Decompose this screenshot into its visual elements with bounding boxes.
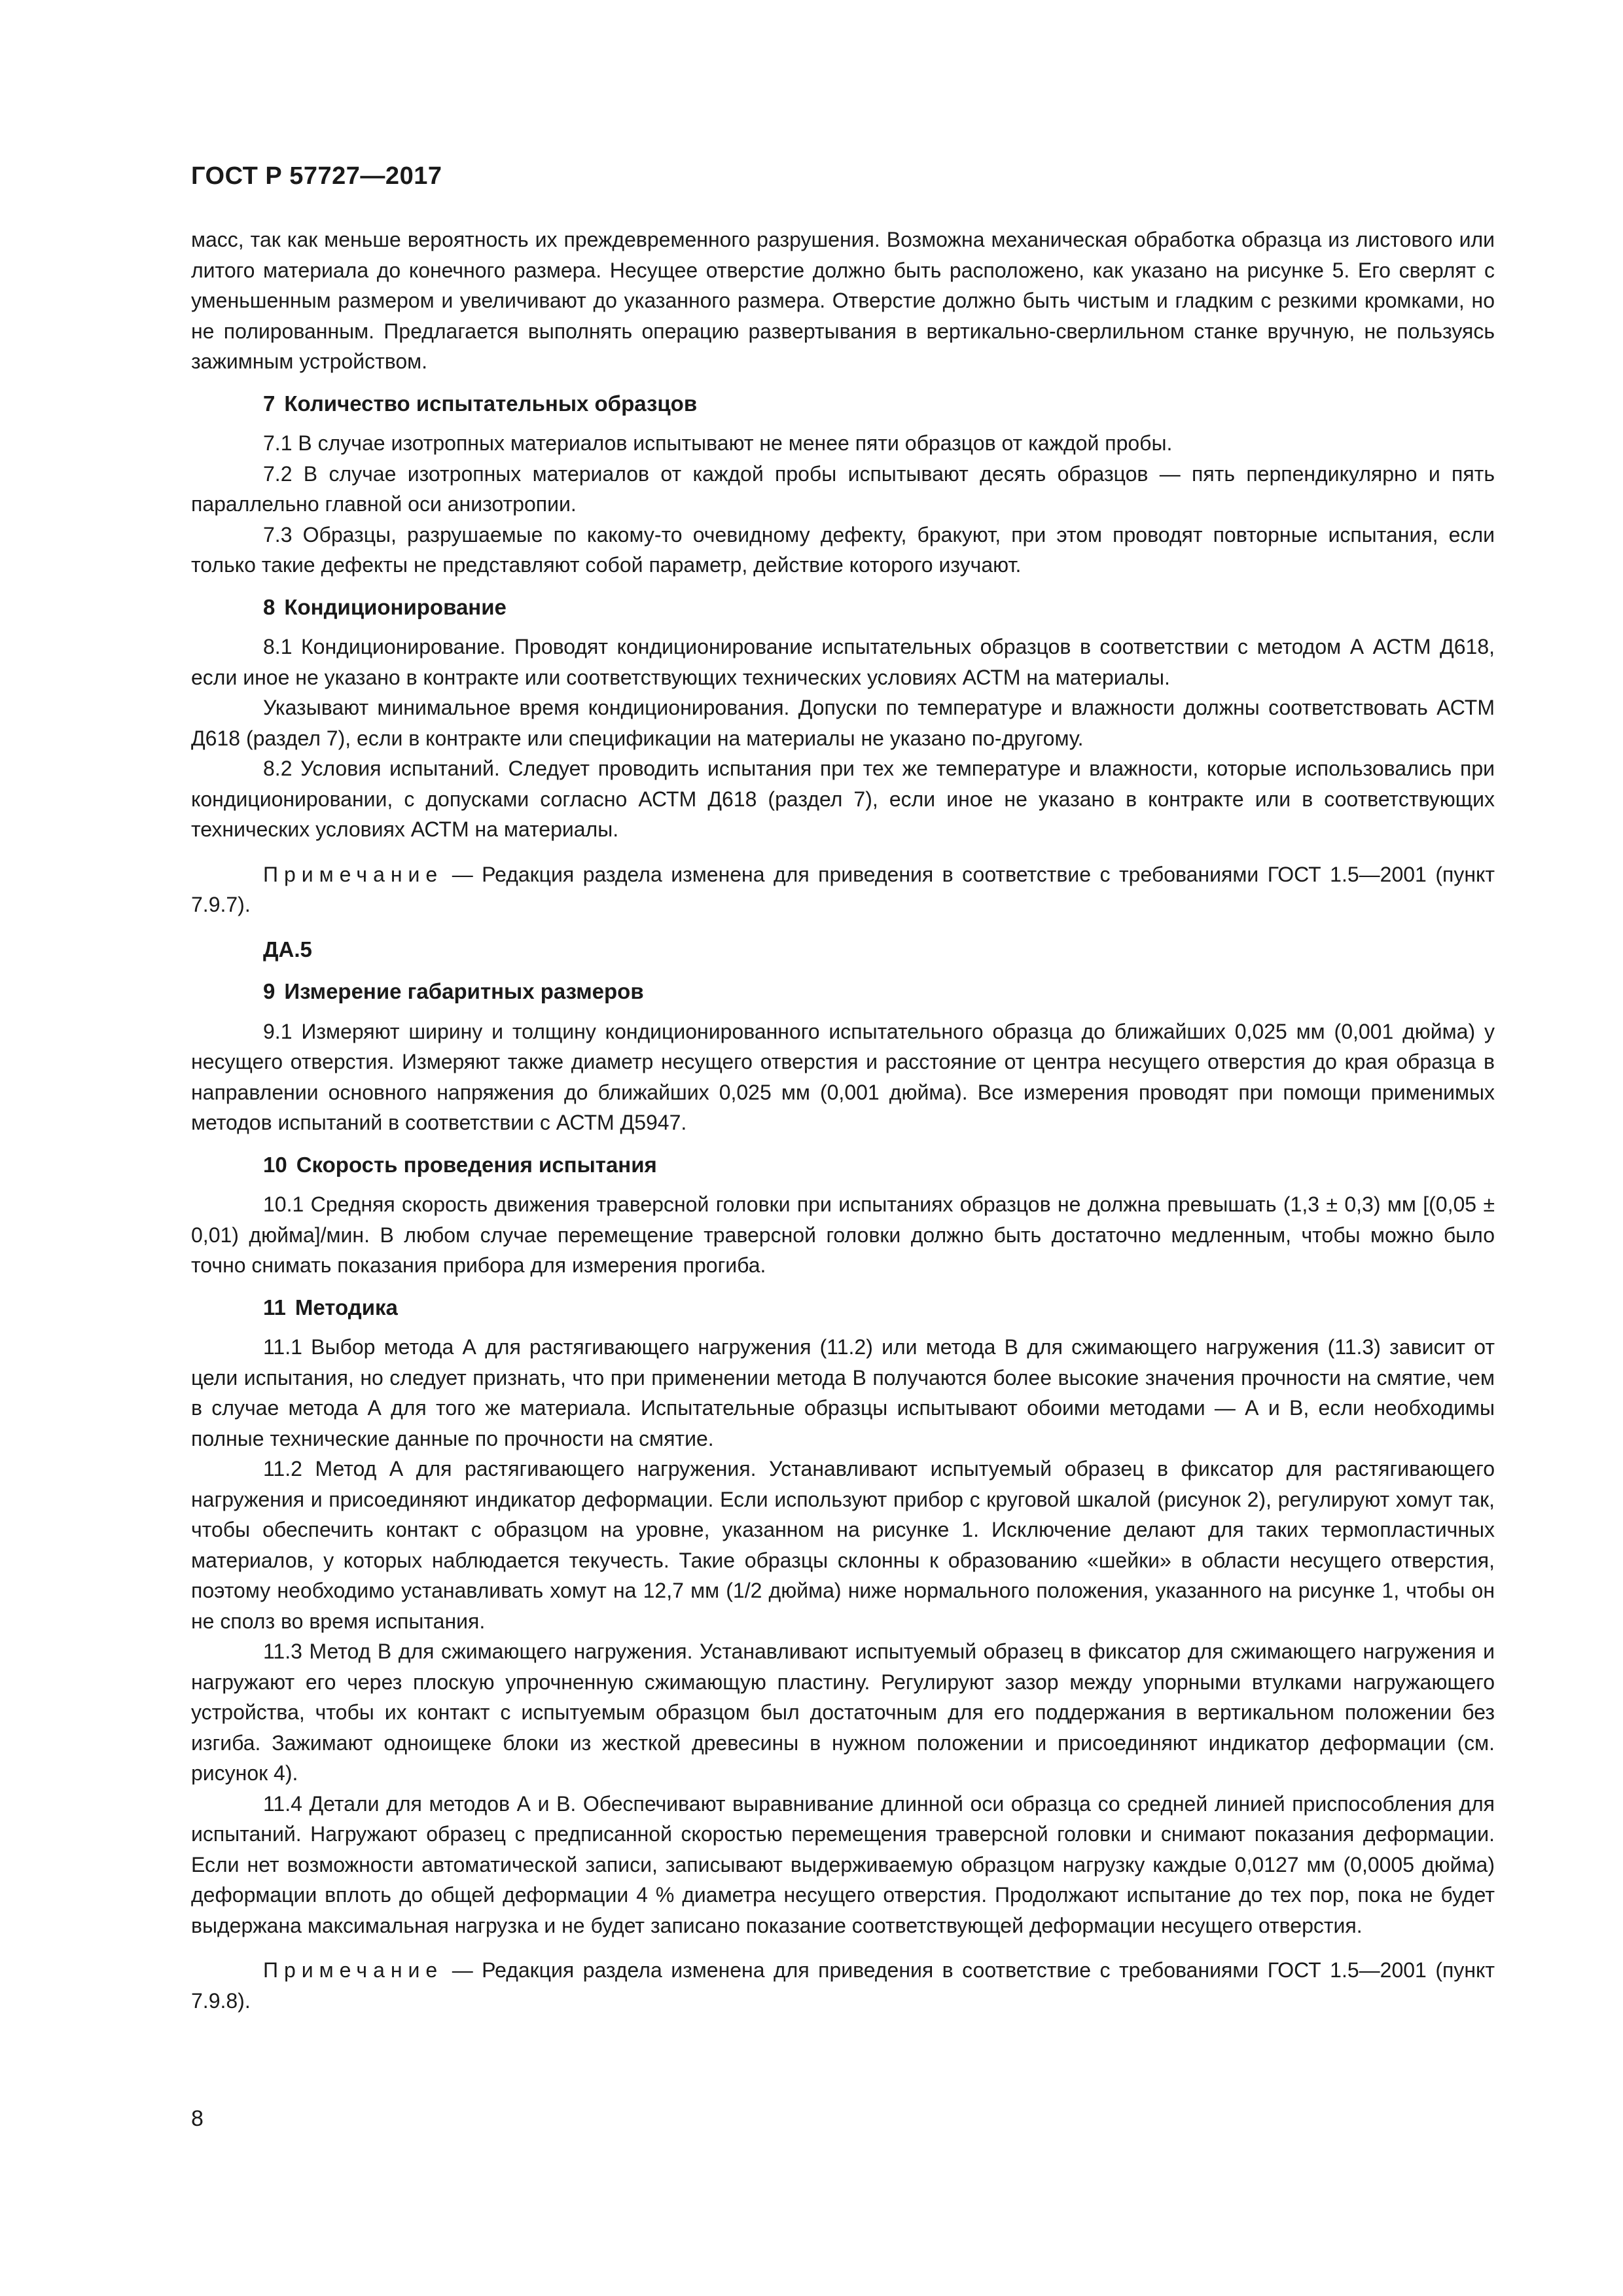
section-11-heading: [191, 1293, 1495, 1323]
paragraph-7-2: 7.2 В случае изотропных материалов от каждой пробы испытывают десять образцов — пять перпендикулярно и пять параллельно главной оси анизотропии.: [191, 461, 1495, 516]
note-label: Примечание: [263, 862, 444, 886]
intro-paragraph: масс, так как меньше вероятность их преждевременного разрушения. Возможна механическая обработка образца из листового или литого материала до конечного размера. Несущее отверстие должно быть расположено, как указано на рисунке 5. Его сверлят с уменьшенным размером и увеличивают до указанного размера. Отверстие должно быть чистым и гладким с резкими кромками, но не полированным. Предлагается выполнять операцию развертывания в вертикально-сверлильном станке вручную, не пользуясь зажимным устройством.: [191, 228, 1495, 373]
section-title: Скорость проведения испытания: [296, 1152, 657, 1177]
section-8-heading: [191, 592, 1495, 623]
document-code-header: ГОСТ Р 57727—2017: [191, 162, 442, 190]
section-number: 7: [263, 391, 276, 416]
paragraph-11-4: 11.4 Детали для методов А и В. Обеспечивают выравнивание длинной оси образца со средней линией приспособления для испытаний. Нагружают образец с предписанной скоростью перемещения траверсной головки и снимают показания деформации. Если нет возможности автоматической записи, записывают выдерживаемую образцом нагрузку каждые 0,0127 мм (0,0005 дюйма) деформации вплоть до общей деформации 4 % диаметра несущего отверстия. Продолжают испытание до тех пор, пока не будет выдержана максимальная нагрузка и не будет записано показание соответствующей деформации несущего отверстия.: [191, 1791, 1495, 1937]
section-title: Методика: [294, 1295, 398, 1319]
paragraph-11-2: 11.2 Метод А для растягивающего нагружения. Устанавливают испытуемый образец в фиксатор для растягивающего нагружения и присоединяют индикатор деформации. Если используют прибор с круговой шкалой (рисунок 2), регулируют хомут так, чтобы обеспечить контакт с образцом на уровне, указанном на рисунке 1. Исключение делают для таких термопластичных материалов, у которых наблюдается текучесть. Такие образцы склонны к образованию «шейки» в области несущего отверстия, поэтому необходимо устанавливать хомут на 12,7 мм (1/2 дюйма) ниже нормального положения, указанного на рисунке 1, чтобы он не сполз во время испытания.: [191, 1457, 1495, 1633]
document-body: [191, 224, 1495, 2018]
paragraph-8-1: 8.1 Кондиционирование. Проводят кондиционирование испытательных образцов в соответствии с методом А АСТМ Д618, если иное не указано в контракте или соответствующих технических условиях АСТМ на материалы.: [191, 635, 1495, 689]
paragraph-9-1: 9.1 Измеряют ширину и толщину кондиционированного испытательного образца до ближайших 0,025 мм (0,001 дюйма) у несущего отверстия. Измеряют также диаметр несущего отверстия и расстояние от центра несущего отверстия до края образца в направлении основного напряжения до ближайших 0,025 мм (0,001 дюйма). Все измерения проводят при помощи применимых методов испытаний в соответствии с АСТМ Д5947.: [191, 1019, 1495, 1134]
section-number: 9: [263, 979, 276, 1003]
paragraph-8-2: 8.2 Условия испытаний. Следует проводить испытания при тех же температуре и влажности, которые использовались при кондиционировании, с допусками согласно АСТМ Д618 (раздел 7), если иное не указано в контракте или в соответствующих технических условиях АСТМ на материалы.: [191, 757, 1495, 841]
paragraph-8-1-cont: Указывают минимальное время кондиционирования. Допуски по температуре и влажности должны соответствовать АСТМ Д618 (раздел 7), если в контракте или спецификации на материалы не указано по-другому.: [191, 696, 1495, 750]
note-text: — Редакция раздела изменена для приведения в соответствие с требованиями ГОСТ 1.5—2001 (пункт 7.9.7).: [191, 862, 1495, 916]
page-number: 8: [191, 2106, 204, 2131]
section-10-heading: [191, 1150, 1495, 1181]
paragraph-7-1: 7.1 В случае изотропных материалов испытывают не менее пяти образцов от каждой пробы.: [263, 431, 1173, 455]
note-text: — Редакция раздела изменена для приведения в соответствие с требованиями ГОСТ 1.5—2001 (пункт 7.9.8).: [191, 1958, 1495, 2013]
paragraph-10-1: 10.1 Средняя скорость движения траверсной головки при испытаниях образцов не должна превышать (1,3 ± 0,3) мм [(0,05 ± 0,01) дюйма]/мин. В любом случае перемещение траверсной головки должно быть достаточно медленным, чтобы можно было точно снимать показания прибора для измерения прогиба.: [191, 1193, 1495, 1277]
paragraph-7-3: 7.3 Образцы, разрушаемые по какому-то очевидному дефекту, бракуют, при этом проводят повторные испытания, если только такие дефекты не представляют собой параметр, действие которого изучают.: [191, 522, 1495, 577]
section-title: Измерение габаритных размеров: [284, 979, 644, 1003]
annex-mark: ДА.5: [263, 937, 312, 961]
section-number: 10: [263, 1152, 287, 1177]
note-label: Примечание: [263, 1958, 444, 1982]
note-section-11: [191, 1955, 1495, 2016]
section-9-heading: [191, 977, 1495, 1007]
note-section-8: [191, 859, 1495, 920]
section-title: Количество испытательных образцов: [284, 391, 698, 416]
section-number: 11: [263, 1295, 286, 1319]
paragraph-11-3: 11.3 Метод В для сжимающего нагружения. Устанавливают испытуемый образец в фиксатор для сжимающего нагружения и нагружают его через плоскую упрочненную сжимающую пластину. Регулируют зазор между упорными втулками нагружающего устройства, чтобы их контакт с испытуемым образцом был достаточным для его поддержания в вертикальном положении без изгиба. Зажимают одноищеке блоки из жесткой древесины в нужном положении и присоединяют индикатор деформации (см. рисунок 4).: [191, 1640, 1495, 1785]
section-7-heading: [191, 389, 1495, 420]
paragraph-11-1: 11.1 Выбор метода А для растягивающего нагружения (11.2) или метода В для сжимающего нагружения (11.3) зависит от цели испытания, но следует признать, что при применении метода В получаются более высокие значения прочности на смятие, чем в случае метода А для того же материала. Испытательные образцы испытывают обоими методами — А и В, если необходимы полные технические данные по прочности на смятие.: [191, 1335, 1495, 1450]
section-number: 8: [263, 594, 276, 619]
section-title: Кондиционирование: [284, 594, 507, 619]
